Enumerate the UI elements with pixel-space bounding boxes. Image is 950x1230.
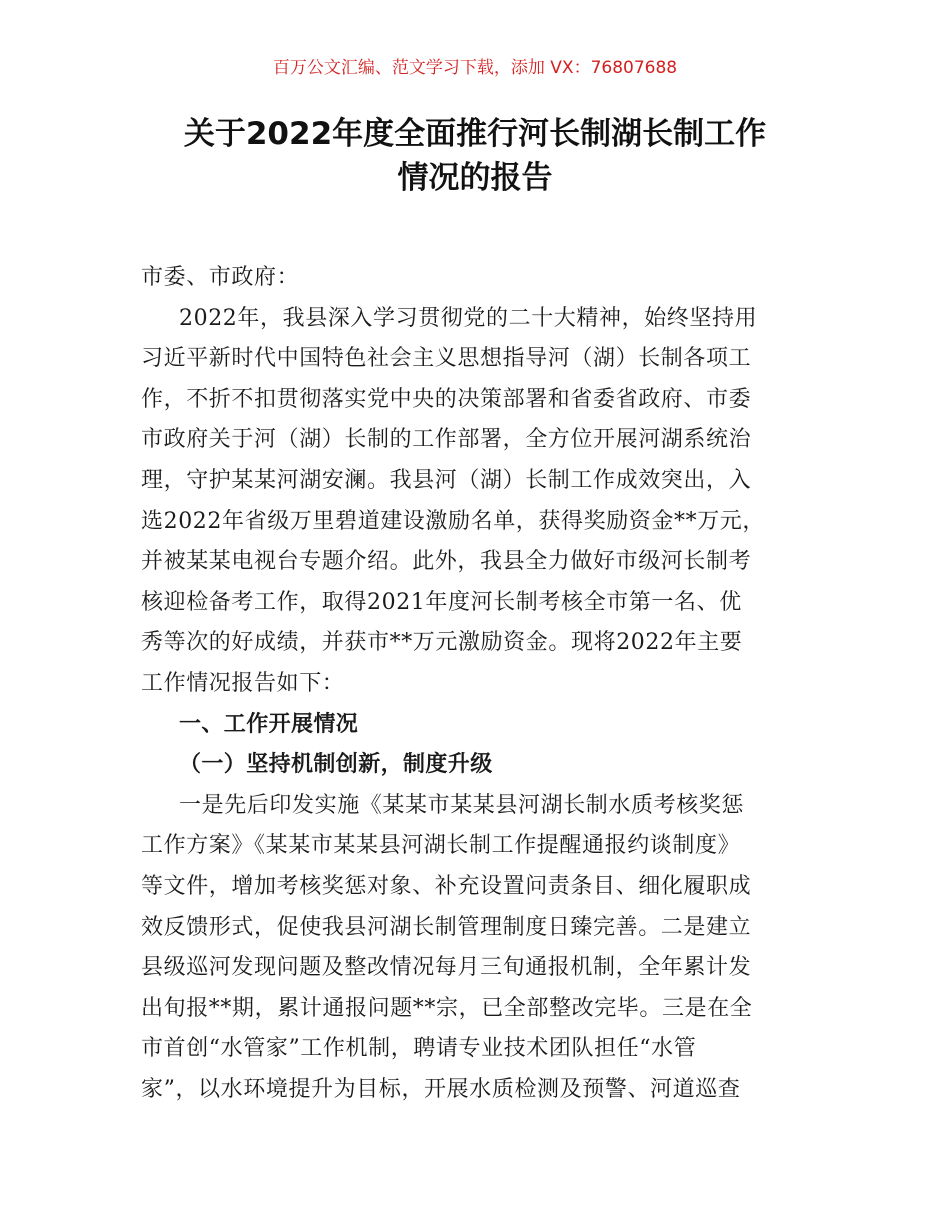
paragraph-line: 理，守护某某河湖安澜。我县河（湖）长制工作成效突出，入 bbox=[141, 467, 752, 493]
paragraph-line: 市政府关于河（湖）长制的工作部署，全方位开展河湖系统治 bbox=[141, 427, 752, 453]
document-title bbox=[0, 112, 950, 200]
title-line-1: 关于2022年度全面推行河长制湖长制工作 bbox=[183, 116, 767, 152]
paragraph-line: 等文件，增加考核奖惩对象、补充设置问责条目、细化履职成 bbox=[141, 873, 752, 899]
paragraph-line: 出旬报**期，累计通报问题**宗，已全部整改完毕。三是在全 bbox=[141, 995, 753, 1021]
watermark-banner: 百万公文汇编、范文学习下载，添加 VX：76807688 bbox=[272, 58, 678, 78]
title-line-2: 情况的报告 bbox=[397, 160, 553, 196]
paragraph-line: 县级巡河发现问题及整改情况每月三旬通报机制，全年累计发 bbox=[141, 955, 752, 981]
paragraph-line: 核迎检备考工作，取得2021年度河长制考核全市第一名、优 bbox=[141, 589, 742, 615]
paragraph-line: 作，不折不扣贯彻落实党中央的决策部署和省委省政府、市委 bbox=[141, 386, 752, 412]
document-body bbox=[141, 258, 821, 1110]
paragraph-line: 秀等次的好成绩，并获市**万元激励资金。现将2022年主要 bbox=[141, 630, 743, 656]
paragraph-line: 并被某某电视台专题介绍。此外，我县全力做好市级河长制考 bbox=[141, 549, 752, 575]
paragraph-line: 效反馈形式，促使我县河湖长制管理制度日臻完善。二是建立 bbox=[141, 914, 752, 940]
salutation: 市委、市政府： bbox=[141, 265, 300, 290]
paragraph-line: 习近平新时代中国特色社会主义思想指导河（湖）长制各项工 bbox=[141, 346, 752, 372]
paragraph-line: 工作方案》《某某市某某县河湖长制工作提醒通报约谈制度》 bbox=[141, 833, 741, 859]
paragraph-line: 市首创“水管家”工作机制，聘请专业技术团队担任“水管 bbox=[141, 1036, 697, 1062]
section-heading: 一、工作开展情况 bbox=[179, 711, 359, 737]
paragraph-line: 家”，以水环境提升为目标，开展水质检测及预警、河道巡查 bbox=[141, 1076, 741, 1102]
paragraph-line: 一是先后印发实施《某某市某某县河湖长制水质考核奖惩 bbox=[179, 792, 745, 818]
paragraph-line: 选2022年省级万里碧道建设激励名单，获得奖励资金**万元， bbox=[141, 508, 765, 534]
paragraph-line: 工作情况报告如下： bbox=[141, 670, 345, 696]
subsection-heading: （一）坚持机制创新，制度升级 bbox=[179, 752, 493, 778]
paragraph-line: 2022年，我县深入学习贯彻党的二十大精神，始终坚持用 bbox=[179, 305, 758, 331]
